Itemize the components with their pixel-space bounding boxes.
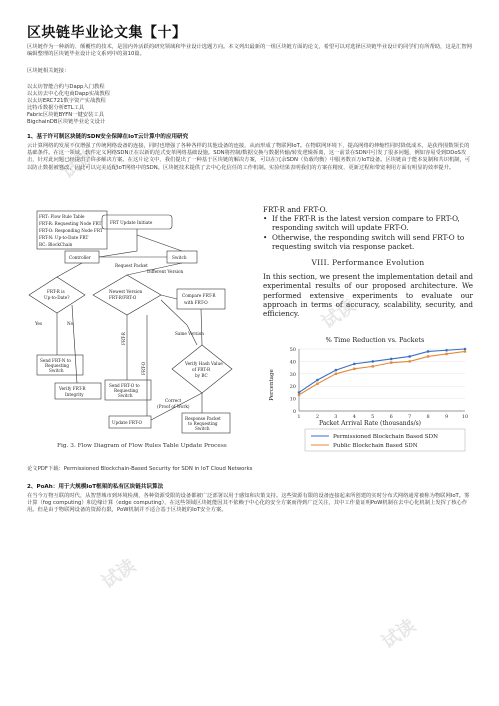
send-frto-label: Requesting [114, 388, 139, 393]
data-point [316, 379, 319, 382]
data-point [335, 369, 338, 372]
response-packet-label: Switch [195, 426, 210, 431]
data-point [353, 363, 356, 366]
edge [161, 300, 197, 345]
send-frto-label: Switch [118, 393, 133, 398]
edge [57, 263, 82, 277]
update-frto-label: Update FRT-O [112, 420, 142, 425]
legend-line: FRT: Flow Rule Table [39, 214, 85, 219]
x-tick-label: 8 [426, 414, 430, 420]
intro-paragraph: 区块链作为一种新的、颠覆性的技术，是国内外活跃的研究领域和毕业设计选题方向。本文列出最新的一组区块链方面的论文，希望可以对选择区块链毕业设计的同学们有所帮助，这是汇智网编辑整理的区块链毕业设计论文系列中的第10篇。 [27, 44, 472, 58]
link-item[interactable]: 比特币数据分析ETL工具 [27, 105, 85, 111]
data-point [298, 391, 301, 394]
links-list [27, 84, 110, 126]
right-line: FRT-R and FRT-O. [263, 205, 328, 214]
section-1-heading: 1、基于许可制区块链的SDN安全保障在IoT云计算中的应用研究 [27, 134, 189, 140]
watermark: 试读 [378, 615, 420, 654]
x-tick-label: 9 [444, 414, 449, 420]
response-packet-label: to Requesting [188, 421, 218, 426]
link-item[interactable]: Fabric区块链BYFN一键安装工具 [27, 112, 104, 118]
watermark: 试读 [58, 145, 100, 184]
verify-hash-label: by BC [195, 373, 208, 378]
link-item[interactable]: 以太坊智能合约与Dapp入门教程 [27, 84, 105, 90]
compare-label: Compare FRT-R [182, 293, 216, 298]
up-to-date-label: Up-to-Date? [44, 295, 70, 300]
edge [72, 305, 77, 383]
y-tick-label: 10 [289, 396, 296, 403]
edge [201, 309, 202, 345]
flow-diagram [27, 205, 241, 450]
send-frtn-label: Send FRT-N to [40, 358, 71, 363]
controller-label: Controller [69, 255, 91, 260]
data-point [464, 350, 466, 352]
link-item[interactable]: 以太坊ERC721数字资产实战教程 [27, 98, 106, 104]
x-tick-label: 10 [461, 414, 469, 420]
legend-line: FRT-N: Up-to-Date FRT [39, 235, 89, 240]
data-point [427, 350, 430, 353]
section-1-body: 云计算网络的发展不仅增强了传统网络设备的连接，同时也增强了各种各样的其他设备的连接，从而形成了物联网IoT。在物联网环境下，提高网络的伸缩性同时降低成本，是获得围数领长的基础条件。在这一领域，软件定义网络SDN正在以新的范式变革网络基础设施。SDN将控制/数据交换与数据传输/转发逻辑拆离，这一前景在SDN中引发了很多问题，例如容易受到DDoS攻击，针对此问题已经提出了许多解决方案。在这片论文中，我们提出了一种基于区块链的解决方案，可以在冗余SDN（负载均衡）中服务数百万IoT设备。区块链由于能本复制和共识机制，可以防止数据被篡改，因此可以完美适配IoT网络中的SDN。区块链技术提供了去中心化信任的工作机制。实验结果表明我们的方案在精度、更新过程和带宽利用方面有明显的效率提升。 [27, 143, 471, 171]
edge [161, 295, 177, 299]
y-tick-label: 0 [292, 409, 296, 415]
newest-label: Newest Version [109, 289, 143, 294]
legend-entry: Permissioned Blockchain Based SDN [333, 434, 438, 440]
verify-hash-label: Verify Hash Value [185, 361, 223, 366]
same-version-label: Same Version [175, 331, 204, 336]
x-tick-label: 5 [371, 414, 375, 420]
frt-o-edge-label: FRT-O [141, 361, 146, 375]
data-point [464, 348, 467, 351]
newest-label: FRT-R/FRT-O [109, 295, 137, 300]
data-point [390, 358, 393, 361]
paper-figure [27, 205, 472, 450]
send-frtn-label: Switch [49, 368, 64, 373]
data-point [408, 360, 410, 362]
paper-section-title: VIII. Performance Evolution [311, 258, 425, 268]
verify-hash-label: of FRT-R [192, 367, 211, 372]
watermark: 试读 [318, 295, 360, 334]
correct-label: Correct [165, 398, 182, 403]
line-chart [265, 333, 475, 453]
link-item[interactable]: 以太坊去中心化电商Dapp实战教程 [27, 91, 110, 97]
yes-label: Yes [35, 321, 43, 326]
y-tick-label: 40 [289, 359, 296, 366]
y-tick-label: 30 [289, 371, 296, 378]
series-line [299, 349, 465, 392]
response-packet-label: Response Packet [185, 416, 221, 421]
send-frtn-label: Requesting [45, 363, 70, 368]
figure-caption: Fig. 3. Flow Diagram of Flow Rules Table Update Process [57, 443, 227, 449]
page-title: 区块链毕业论文集【十】 [27, 25, 187, 41]
x-tick-label: 2 [315, 414, 320, 420]
data-point [371, 360, 374, 363]
y-axis-label: Percentage [269, 369, 275, 401]
data-point [316, 383, 318, 385]
data-point [372, 365, 374, 367]
right-bullet: • If the FRT-R is the latest version compare to FRT-O, responding switch will update FRT-O. [263, 214, 473, 232]
frt-r-edge-label: FRT-R [121, 332, 126, 345]
compare-label: with FRT-O [184, 300, 208, 305]
data-point [353, 368, 355, 370]
series-line [299, 351, 465, 394]
data-point [427, 355, 429, 357]
legend-entry: Public Blockchain Based SDN [333, 443, 418, 449]
request-packet-label: Request Packet [115, 263, 148, 268]
paper-right-column [263, 205, 473, 318]
right-bullet: • Otherwise, the responding switch will send FRT-O to requesting switch via response packet. [263, 233, 473, 251]
y-tick-label: 20 [289, 384, 296, 391]
data-point [445, 349, 448, 352]
x-tick-label: 3 [334, 414, 338, 420]
verify-frtr-label: Verify FRT-R [59, 386, 86, 391]
data-point [390, 361, 392, 363]
different-version-label: Different Version [147, 269, 184, 274]
pdf-download-link[interactable]: 论文PDF下载：Permissioned Blockchain-Based Security for SDN in IoT Cloud Networks [27, 466, 253, 472]
data-point [335, 373, 337, 375]
x-tick-label: 1 [297, 414, 301, 420]
switch-label: Switch [172, 255, 187, 260]
paper-section-body: In this section, we present the implementation detail and experimental results of our proposed architecture. We performed extensive experiments to evaluate our approach in terms of accuracy, scalability, security, and efficiency. [263, 272, 473, 319]
watermark: 试读 [98, 555, 140, 594]
data-point [408, 355, 411, 358]
x-tick-label: 4 [352, 414, 356, 420]
compare-node [177, 289, 225, 309]
edge [137, 235, 182, 251]
frt-update-label: FRT Update Initiate [110, 220, 153, 225]
verify-frtr-label: Integrity [65, 392, 84, 397]
data-point [298, 394, 300, 396]
data-point [445, 353, 447, 355]
links-label: 区块链相关链接： [27, 68, 70, 74]
correct-label: (Proof of Work) [157, 404, 190, 409]
up-to-date-label: FRT-R is [47, 289, 65, 294]
legend-line: BC: BlockChain [39, 242, 73, 247]
edge [99, 229, 137, 257]
legend-line: FRT-R: Requesting Node FRT [39, 221, 102, 226]
legend-line: FRT-O: Responding Node FRT [39, 228, 103, 233]
y-tick-label: 50 [289, 347, 296, 353]
x-tick-label: 7 [408, 414, 412, 420]
link-item[interactable]: BigchainDB区块链毕业论文设计 [27, 119, 106, 125]
x-axis-label: Packet Arrival Rate (thousands/s) [318, 420, 422, 427]
section-2-heading: 2、PoAh：用于大规模IoT框架的私有区块链共识算法 [27, 484, 164, 490]
no-label: No [67, 321, 74, 326]
chart-title: % Time Reduction vs. Packets [325, 336, 425, 344]
send-frto-label: Send FRT-O to [109, 383, 140, 388]
section-2-body: 在当今万物互联的时代，从智慧城市到环境检测，各种资源受限的设备都被广泛部署以用于感知和决策支持。这些资源有限的设备连接起来所创建的实时分布式网络通常被称为物联网IoT。雾计算（fog computing）和边缘计算（edge computing），在这些领域区块链能因其不依赖于中心化的安全方案而得到广泛关注，其中工作量证明PoW机制在去中心化机制上发挥了核心作用。但是由于物联网设备的资源有限，PoW机制并不适合基于区块链的IoT安全方案。 [27, 493, 470, 514]
x-tick-label: 6 [389, 414, 393, 420]
